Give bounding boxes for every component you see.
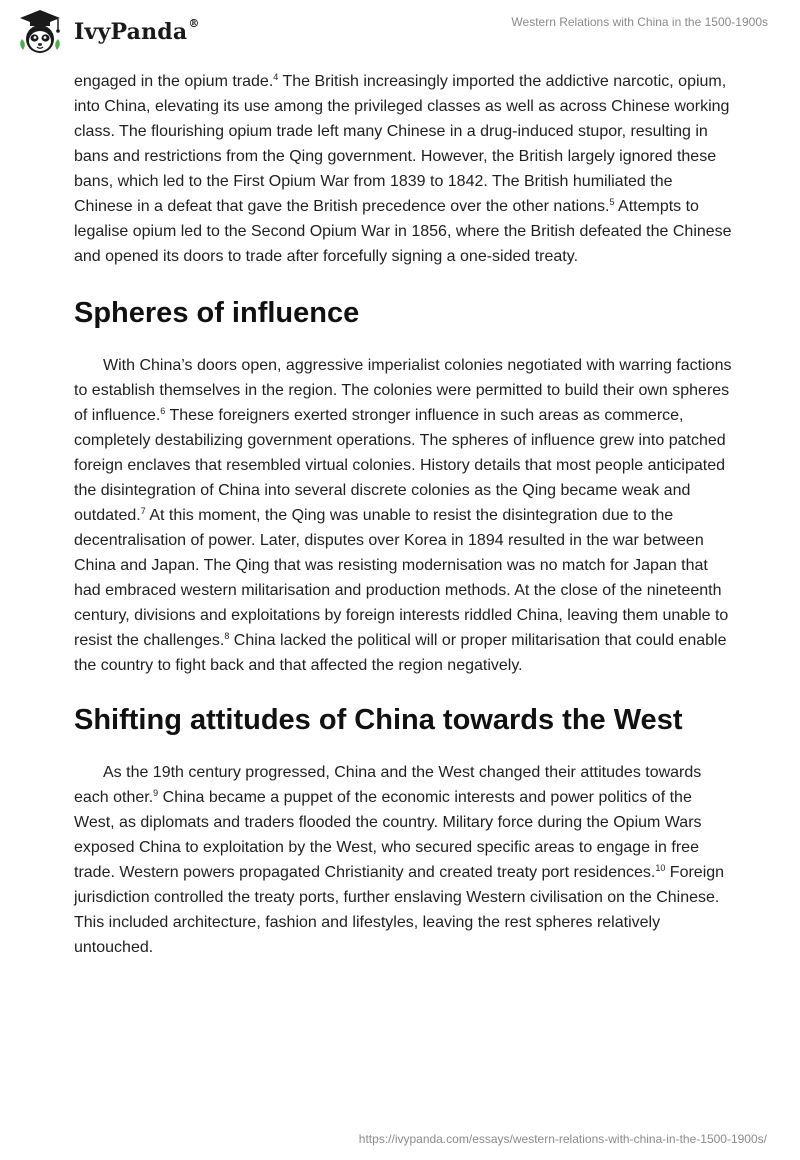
footnote-ref: 9 [153,788,159,798]
heading-spheres-of-influence: Spheres of influence [74,297,360,329]
panda-graduate-icon [14,6,66,58]
footnote-ref: 10 [655,863,666,873]
footnote-ref: 6 [160,406,166,416]
footnote-ref: 8 [224,631,230,641]
source-url-link[interactable]: https://ivypanda.com/essays/western-relations-with-china-in-the-1500-1900s/ [358,1132,767,1146]
footnote-ref: 4 [273,72,279,82]
paragraph-spheres-of-influence: With China’s doors open, aggressive imperialist colonies negotiated with warring factions to establish themselves in the region. The colonies were permitted to build their own spheres of influence.$^6$ These foreigners exerted stronger influence in such areas as commerce, completely destabilizing government operations. The spheres of influence grew into patched foreign enclaves that resembled virtual colonies. History details that most people anticipated the disintegration of China into several discrete colonies as the Qing became weak and outdated.$^7$ At this moment, the Qing was unable to resist the disintegration due to the decentralisation of power. Later, disputes over Korea in 1894 resulted in the war between China and Japan. The Qing that was resisting modernisation was no match for Japan that had embraced western militarisation and production methods. At the close of the nineteenth century, divisions and exploitations by foreign interests riddled China, leaving them unable to resist the challenges.$^8$ China lacked the political will or proper militarisation that could enable the country to fight back and that affected the region negatively. [74,357,732,674]
footnote-ref: 5 [609,197,615,207]
page-header [0,0,800,64]
brand-name: IvyPanda® [74,17,200,45]
footnote-ref: 7 [140,506,146,516]
document-title: Western Relations with China in the 1500-1900s [511,15,768,29]
heading-shifting-attitudes: Shifting attitudes of China towards the West [74,704,683,736]
ivypanda-logo[interactable] [14,6,200,58]
paragraph-opium-trade: engaged in the opium trade.$^4$ The British increasingly imported the addictive narcotic, opium, into China, elevating its use among the privileged classes as well as across Chinese working class. The flourishing opium trade left many Chinese in a drug-induced stupor, resulting in bans and restrictions from the Qing government. However, the British largely ignored these bans, which led to the First Opium War from 1839 to 1842. The British humiliated the Chinese in a defeat that gave the British precedence over the other nations.$^5$ Attempts to legalise opium led to the Second Opium War in 1856, where the British defeated the Chinese and opened its doors to trade after forcefully signing a one-sided treaty. [74,72,732,265]
essay-content [74,69,734,960]
paragraph-shifting-attitudes: As the 19th century progressed, China and the West changed their attitudes towards each other.$^9$ China became a puppet of the economic interests and power politics of the West, as diplomats and traders flooded the country. Military force during the Opium Wars exposed China to exploitation by the West, who secured specific areas to engage in free trade. Western powers propagated Christianity and created treaty port residences.$^{10}$ Foreign jurisdiction controlled the treaty ports, further enslaving Western civilisation on the Chinese. This included architecture, fashion and lifestyles, leaving the rest spheres relatively untouched. [74,764,725,956]
registered-mark: ® [188,17,200,30]
